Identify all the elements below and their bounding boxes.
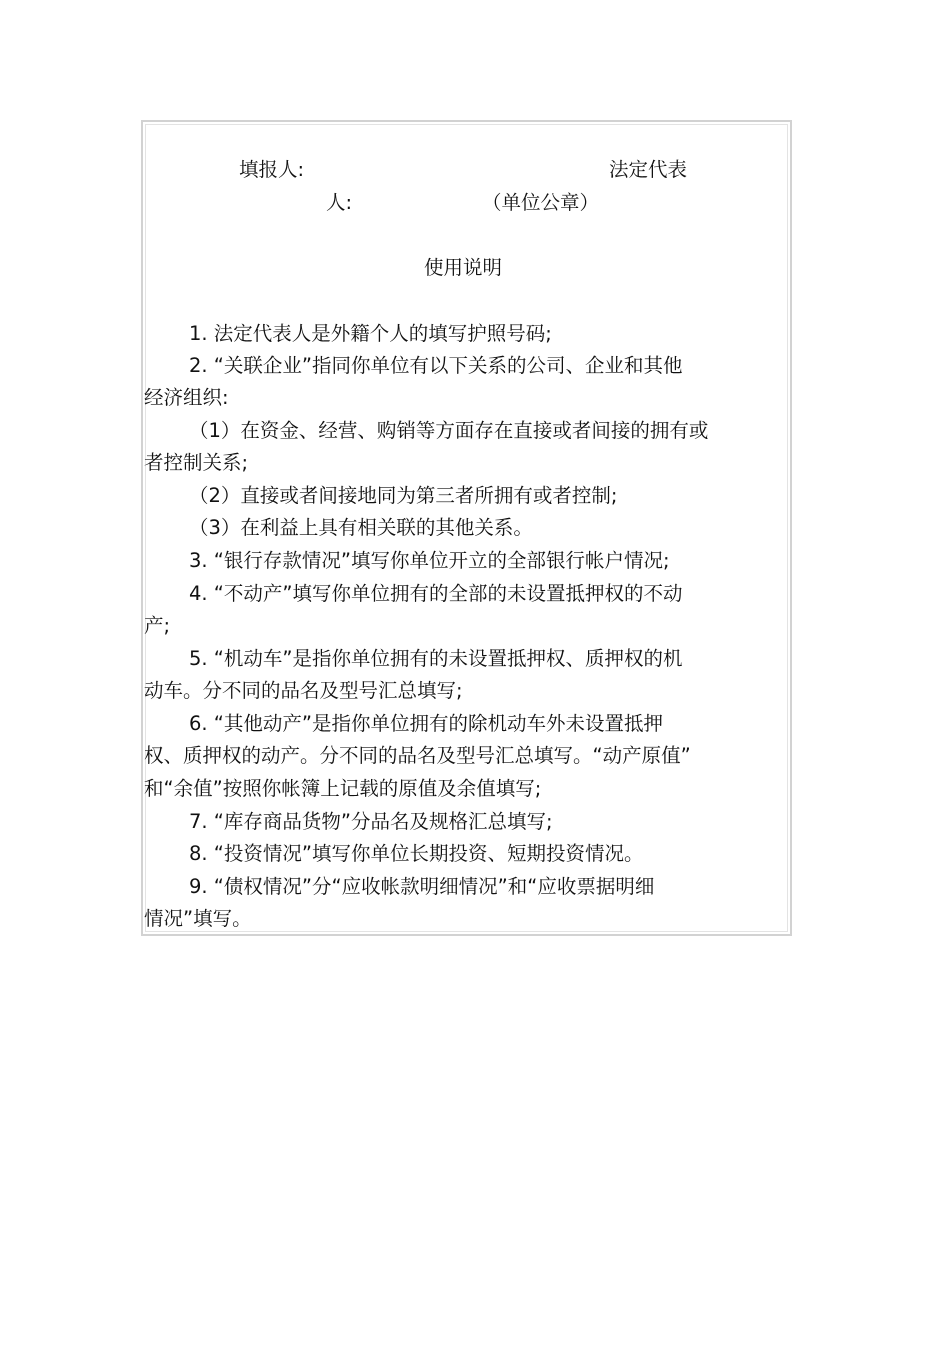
instructions-title: 使用说明 (424, 256, 503, 279)
filler-label: 填报人: (239, 158, 305, 181)
instruction-line-12: 动车。分不同的品名及型号汇总填写; (144, 679, 463, 702)
instruction-line-6: （2）直接或者间接地同为第三者所拥有或者控制; (189, 484, 618, 507)
instruction-line-5: 者控制关系; (144, 451, 249, 474)
instruction-line-17: 8. “投资情况”填写你单位长期投资、短期投资情况。 (189, 842, 644, 865)
instruction-line-16: 7. “库存商品货物”分品名及规格汇总填写; (189, 810, 553, 833)
instruction-line-18: 9. “债权情况”分“应收帐款明细情况”和“应收票据明细 (189, 875, 655, 898)
instruction-line-1: 1. 法定代表人是外籍个人的填写护照号码; (189, 322, 552, 345)
instruction-line-11: 5. “机动车”是指你单位拥有的未设置抵押权、质押权的机 (189, 647, 683, 670)
legal-rep-label-part1: 法定代表 (609, 158, 688, 181)
instruction-line-9: 4. “不动产”填写你单位拥有的全部的未设置抵押权的不动 (189, 582, 683, 605)
instruction-line-10: 产; (144, 614, 171, 637)
instruction-line-19: 情况”填写。 (144, 907, 252, 930)
instruction-line-14: 权、质押权的动产。分不同的品名及型号汇总填写。“动产原值” (144, 744, 691, 767)
instruction-line-13: 6. “其他动产”是指你单位拥有的除机动车外未设置抵押 (189, 712, 664, 735)
legal-rep-label-part2: 人: (326, 191, 353, 214)
instruction-line-2: 2. “关联企业”指同你单位有以下关系的公司、企业和其他 (189, 354, 683, 377)
instruction-line-7: （3）在利益上具有相关联的其他关系。 (189, 516, 533, 539)
unit-seal-label: （单位公章） (482, 191, 600, 214)
instruction-line-8: 3. “银行存款情况”填写你单位开立的全部银行帐户情况; (189, 549, 670, 572)
instruction-line-4: （1）在资金、经营、购销等方面存在直接或者间接的拥有或 (189, 419, 709, 442)
instruction-line-15: 和“余值”按照你帐簿上记载的原值及余值填写; (144, 777, 542, 800)
instruction-line-3: 经济组织: (144, 386, 229, 409)
